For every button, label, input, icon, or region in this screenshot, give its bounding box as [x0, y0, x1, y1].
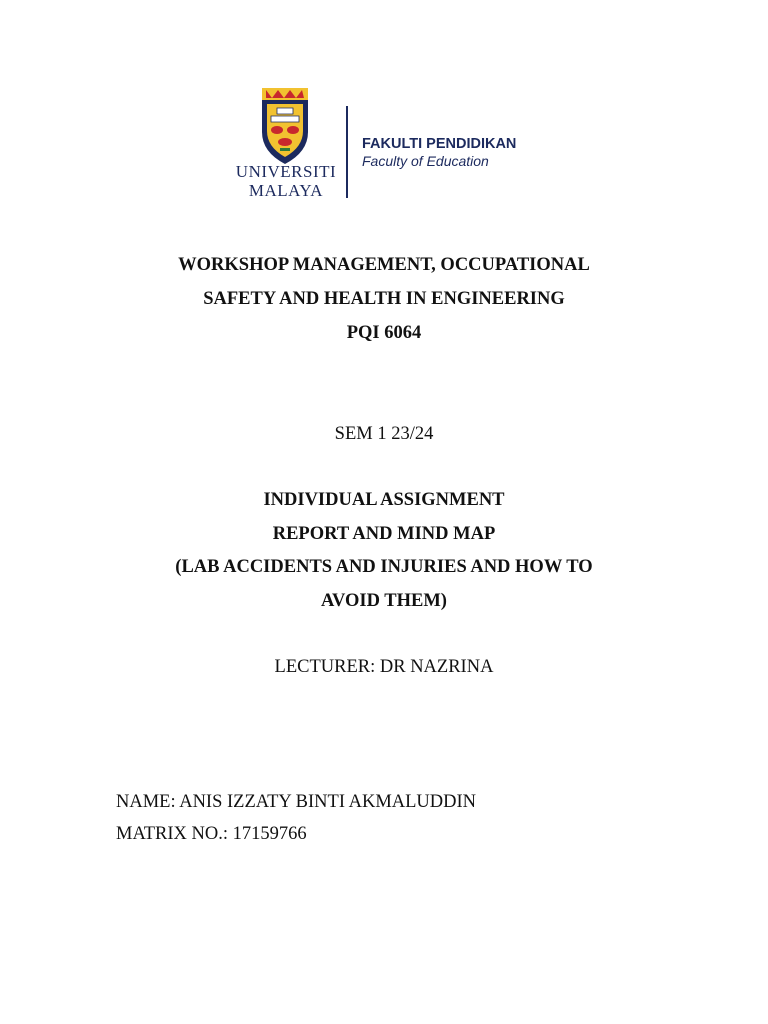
university-crest-icon [260, 86, 310, 166]
course-code: PQI 6064 [346, 323, 422, 343]
faculty-name-malay: FAKULTI PENDIDIKAN [362, 136, 517, 152]
assignment-line1: INDIVIDUAL ASSIGNMENT [263, 490, 505, 510]
university-name [232, 162, 340, 200]
student-matrix: MATRIX NO.: 17159766 [116, 824, 307, 844]
logo-divider [346, 106, 348, 198]
university-logo [232, 86, 536, 216]
course-title-line1: WORKSHOP MANAGEMENT, OCCUPATIONAL [178, 255, 590, 275]
faculty-name-english: Faculty of Education [362, 153, 489, 169]
semester: SEM 1 23/24 [334, 424, 434, 444]
student-name: NAME: ANIS IZZATY BINTI AKMALUDDIN [116, 792, 477, 812]
university-name-line2: MALAYA [248, 181, 324, 200]
assignment-line3: (LAB ACCIDENTS AND INJURIES AND HOW TO [175, 557, 593, 577]
university-name-line1: UNIVERSITI [235, 162, 337, 181]
course-title-line2: SAFETY AND HEALTH IN ENGINEERING [203, 289, 565, 309]
faculty-name [362, 136, 536, 169]
assignment-line4: AVOID THEM) [321, 591, 447, 611]
lecturer: LECTURER: DR NAZRINA [274, 657, 494, 677]
assignment-line2: REPORT AND MIND MAP [272, 524, 496, 544]
